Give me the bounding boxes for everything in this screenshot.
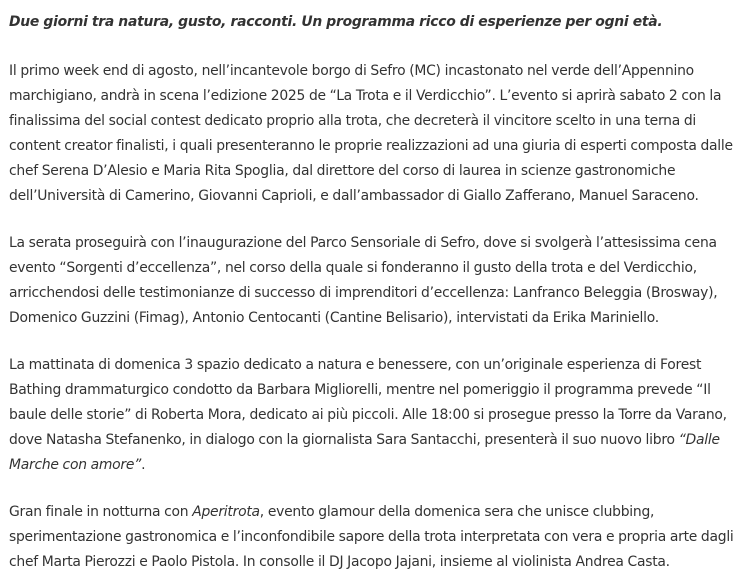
- paragraph-sunday-end: .: [141, 457, 146, 473]
- paragraph-intro: Il primo week end di agosto, nell’incantevole borgo di Sefro (MC) incastonato nel verde dell’Appennino marchigiano, andrà in scena l’edizione 2025 de “La Trota e il Verdicchio”. L’evento si aprirà sabato 2 con la finalissima del social contest dedicato proprio alla trota, che decreterà il vincitore scelto in una terna di content creator finalisti, i quali presenteranno le proprie realizzazioni ad una giuria di esperti composta dalle chef Serena D’Alesio e Maria Rita Spoglia, dal direttore del corso di laurea in scienze gastronomiche dell’Università di Camerino, Giovanni Caprioli, e dall’ambassador di Giallo Zafferano, Manuel Saraceno.: [9, 63, 733, 204]
- paragraph-finale: [9, 500, 747, 575]
- article-lead: Due giorni tra natura, gusto, racconti. Un programma ricco di esperienze per ogni età.: [9, 14, 663, 30]
- paragraph-evening: La serata proseguirà con l’inaugurazione del Parco Sensoriale di Sefro, dove si svolgerà l’attesissima cena evento “Sorgenti d’eccellenza”, nel corso della quale si fonderanno il gusto della trota e del Verdicchio, arricchendosi delle testimonianze di successo di imprenditori d’eccellenza: Lanfranco Beleggia (Brosway), Domenico Guzzini (Fimag), Antonio Centocanti (Cantine Belisario), intervistati da Erika Mariniello.: [9, 235, 718, 326]
- paragraph-sunday-text: La mattinata di domenica 3 spazio dedicato a natura e benessere, con un’originale esperienza di Forest Bathing drammaturgico condotto da Barbara Migliorelli, mentre nel pomeriggio il programma prevede “Il baule delle storie” di Roberta Mora, dedicato ai più piccoli. Alle 18:00 si prosegue presso la Torre da Varano, dove Natasha Stefanenko, in dialogo con la giornalista Sara Santacchi, presenterà il suo nuovo libro: [9, 357, 727, 448]
- paragraph-sunday: [9, 353, 747, 478]
- event-name: Aperitrota: [192, 504, 260, 520]
- paragraph-finale-text-end: , evento glamour della domenica sera che unisce clubbing, sperimentazione gastronomica e l’inconfondibile sapore della trota interpretata con vera e propria arte dagli chef Marta Pierozzi e Paolo Pistola. In consolle il DJ Jacopo Jajani, insieme al violinista Andrea Casta.: [9, 504, 734, 570]
- book-title: “Dalle Marche con amore”: [9, 432, 720, 473]
- paragraph-finale-text-start: Gran finale in notturna con: [9, 504, 193, 520]
